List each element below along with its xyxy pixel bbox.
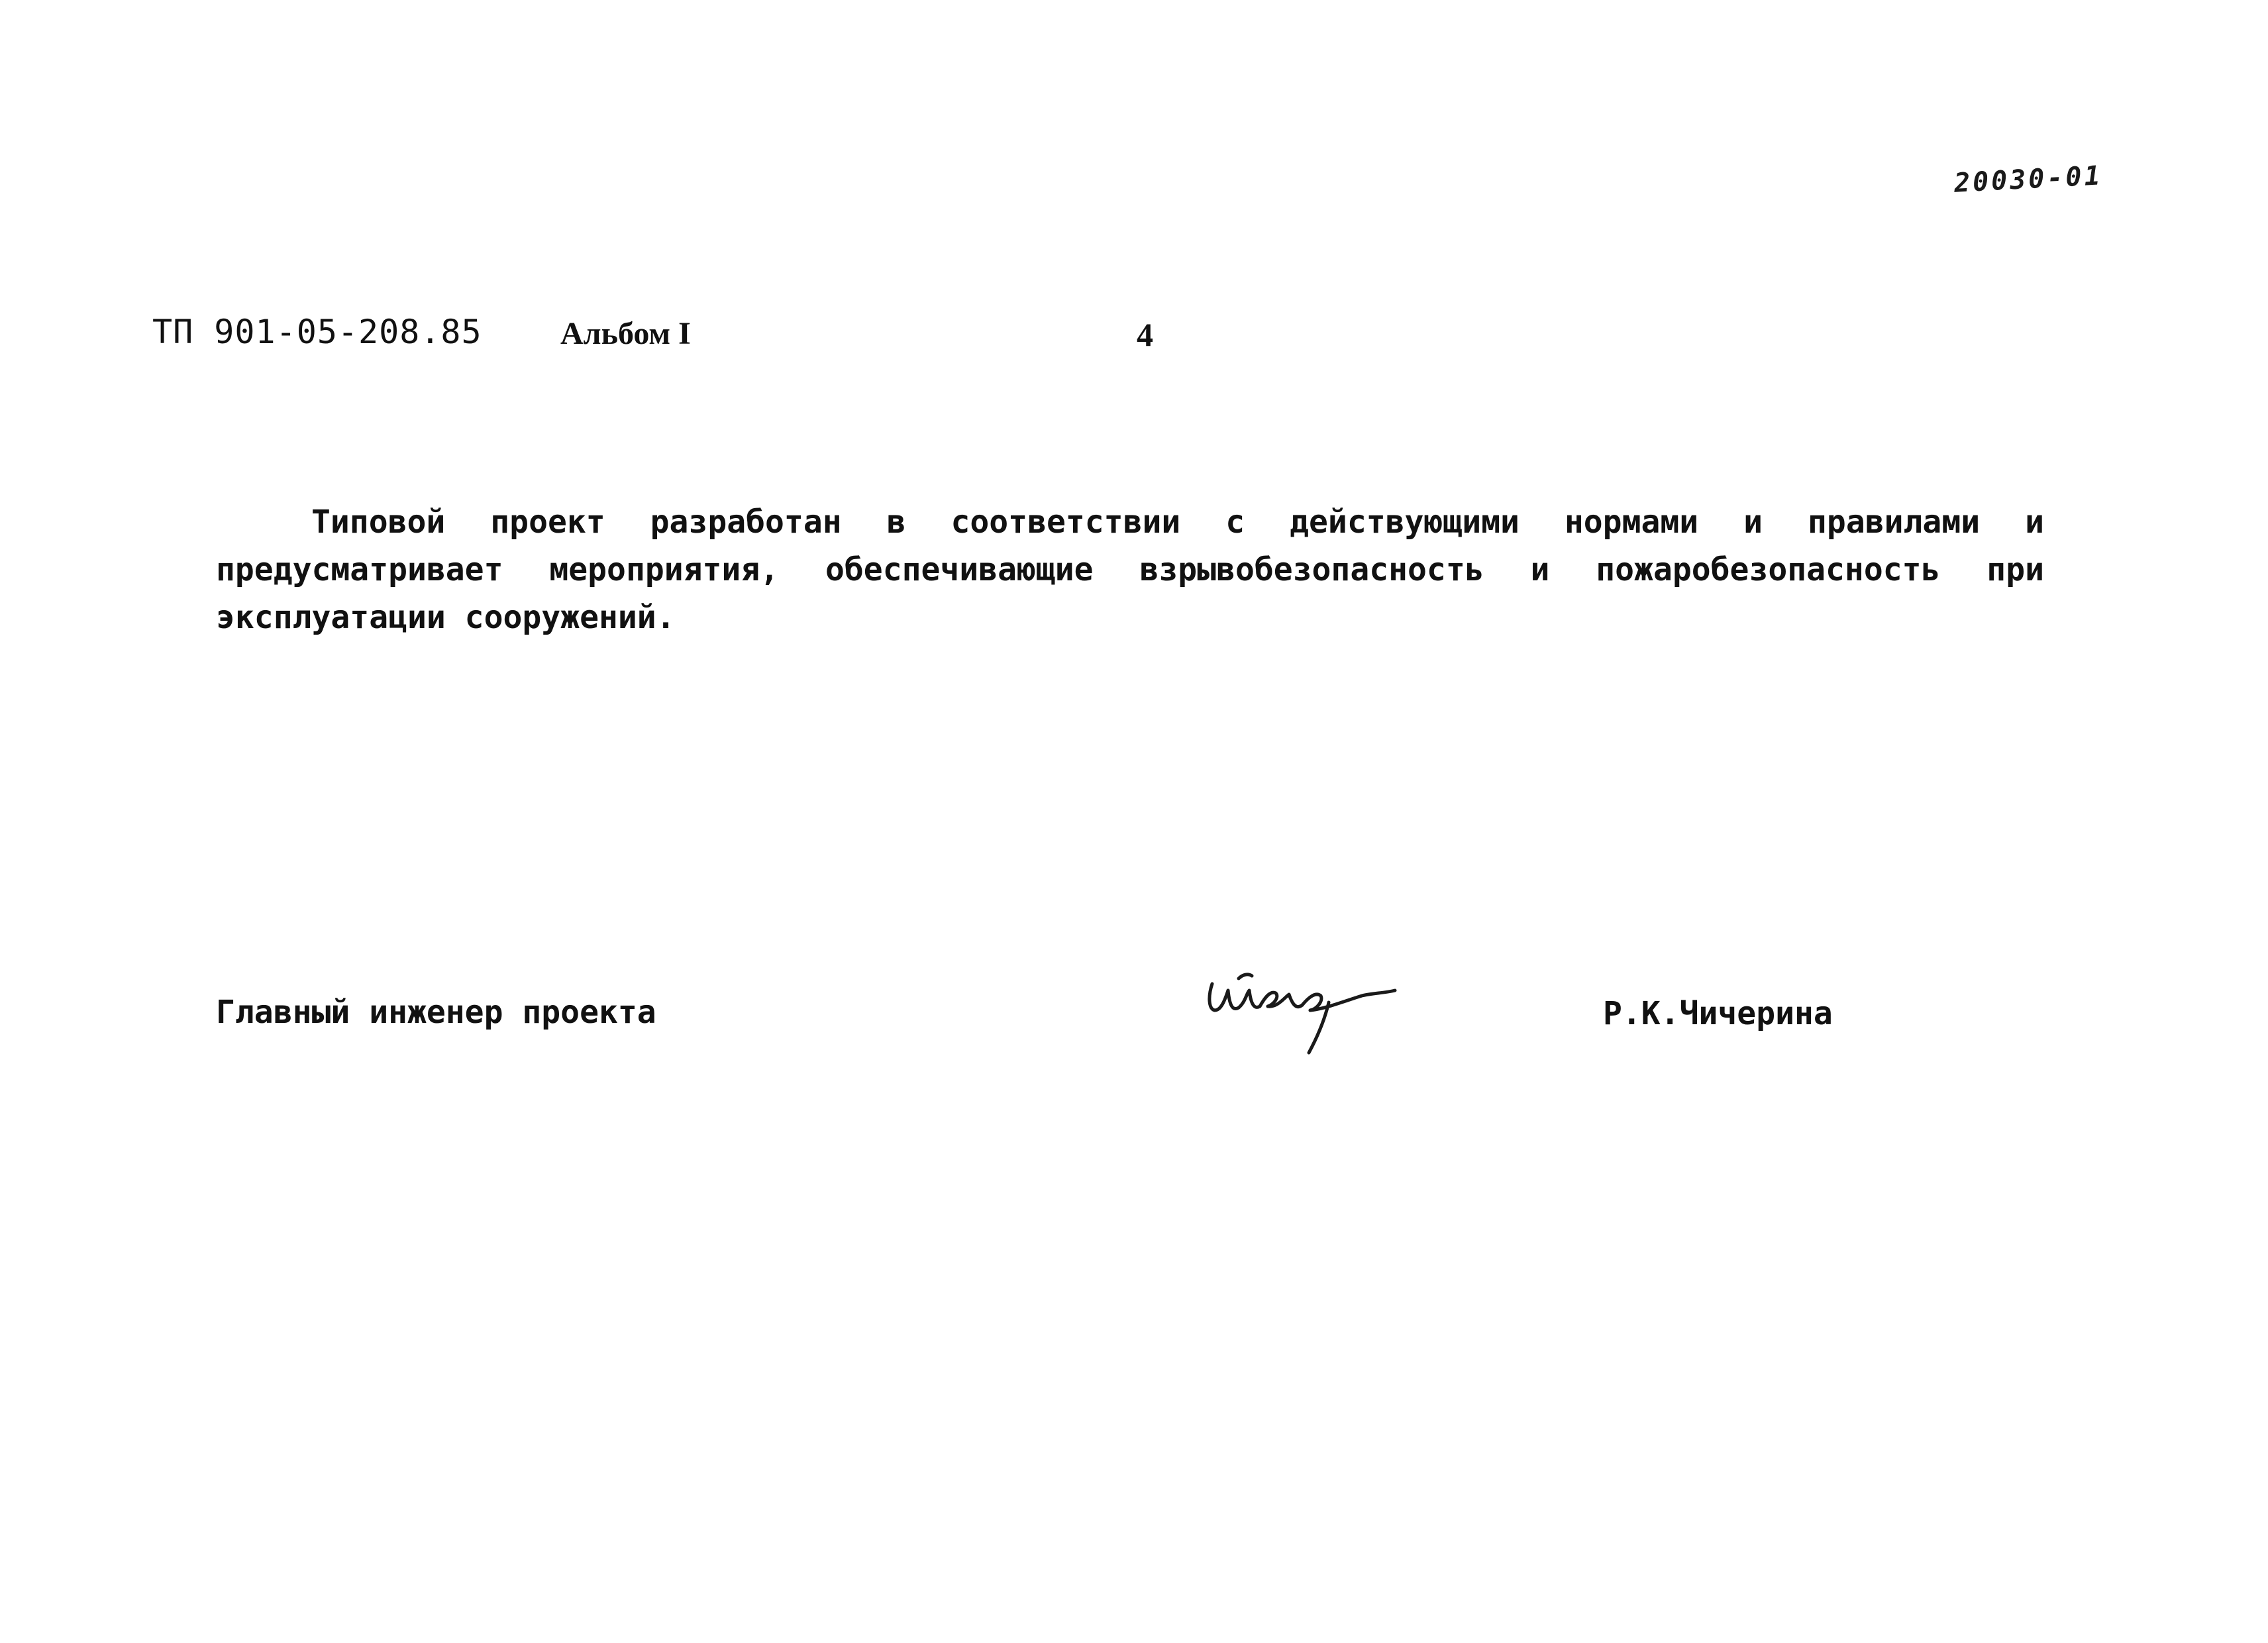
- signatory-name: Р.К.Чичерина: [1603, 995, 1833, 1032]
- page-number: 4: [1137, 316, 1153, 353]
- project-code: ТП 901-05-208.85: [152, 313, 482, 351]
- signatory-role: Главный инженер проекта: [216, 994, 656, 1031]
- album-label: Альбом I: [560, 316, 691, 351]
- document-archive-code: 20030-01: [1953, 160, 2104, 199]
- body-paragraph: Типовой проект разработан в соответствии с действующими нормами и правилами и предусматривает мероприятия, обеспечивающие взрывобезопасность и пожаробезопасность при эксплуатации сооружений.: [216, 504, 2044, 636]
- handwritten-signature: [1199, 964, 1404, 1063]
